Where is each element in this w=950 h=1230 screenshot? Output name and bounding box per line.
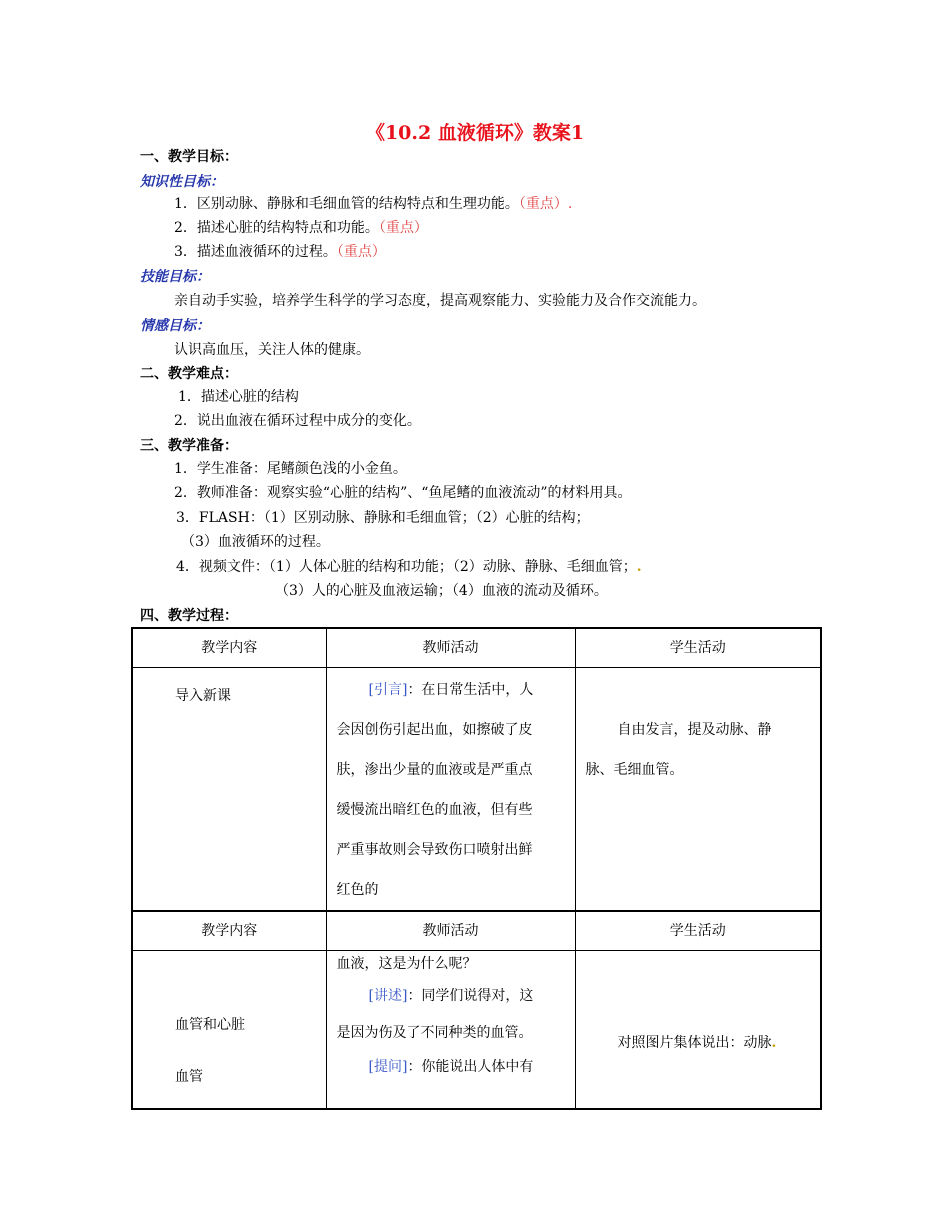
header-student: 学生活动: [575, 628, 821, 668]
header-teacher: 教师活动: [326, 628, 575, 668]
preparation-item: （3）人的心脏及血液运输；（4）血液的流动及循环。: [275, 583, 608, 599]
teacher-line: 会因创伤引起出血，如擦破了皮: [336, 722, 533, 738]
section-heading-goals: 一、教学目标：: [140, 149, 238, 165]
section-heading-preparation: 三、教学准备：: [140, 438, 238, 454]
table-row: [132, 951, 821, 1109]
emotion-goals-text: 认识高血压，关注人体的健康。: [174, 342, 370, 358]
highlight-dot: .: [636, 559, 642, 575]
student-line: 对照图片集体说出：动脉: [617, 1035, 772, 1051]
content-line: 血管和心脏: [175, 1017, 245, 1033]
lecture-tag: [讲述]: [368, 988, 408, 1004]
knowledge-goal-2: [174, 218, 428, 238]
preparation-item: 1．学生准备：尾鳍颜色浅的小金鱼。: [174, 461, 407, 477]
content-cell: [133, 951, 326, 1087]
student-activity-cell: [576, 951, 821, 1053]
knowledge-goals-heading: 知识性目标：: [140, 174, 224, 190]
knowledge-goal-3: [174, 242, 386, 262]
teacher-line: 肤，渗出少量的血液或是严重点: [336, 762, 533, 778]
header-teacher: 教师活动: [326, 911, 575, 951]
teacher-line: ：同学们说得对，这: [407, 988, 534, 1004]
table-header-row: [132, 628, 821, 668]
skill-goals-heading: 技能目标：: [140, 269, 210, 285]
header-student: 学生活动: [575, 911, 821, 951]
header-content: 教学内容: [132, 628, 326, 668]
key-point-tag: （重点）: [336, 244, 386, 260]
question-tag: [提问]: [368, 1059, 408, 1075]
student-line: 脉、毛细血管。: [585, 762, 684, 778]
knowledge-goal-text: 3．描述血液循环的过程。: [174, 244, 337, 260]
key-point-tag: （重点）: [378, 220, 428, 236]
key-point-tag: （重点）.: [518, 196, 573, 212]
preparation-item: （3）血液循环的过程。: [181, 534, 330, 550]
difficulty-item: 2．说出血液在循环过程中成分的变化。: [174, 413, 421, 429]
table-row: [132, 668, 821, 912]
preparation-item: [176, 557, 642, 577]
knowledge-goal-text: 2．描述心脏的结构特点和功能。: [174, 220, 379, 236]
difficulty-item: 1．描述心脏的结构: [178, 389, 299, 405]
preparation-item: 3．FLASH：（1）区别动脉、静脉和毛细血管；（2）心脏的结构；: [176, 510, 590, 526]
knowledge-goal-text: 1．区别动脉、静脉和毛细血管的结构特点和生理功能。: [174, 196, 519, 212]
document-title: 《10.2 血液循环》教案1: [365, 122, 585, 144]
table-header-row: [132, 911, 821, 951]
section-heading-difficulties: 二、教学难点：: [140, 366, 238, 382]
teacher-activity-cell: [327, 951, 575, 1083]
teacher-line: ：你能说出人体中有: [407, 1059, 534, 1075]
skill-goals-text: 亲自动手实验，培养学生科学的学习态度，提高观察能力、实验能力及合作交流能力。: [174, 293, 706, 309]
content-cell: 导入新课: [175, 688, 231, 704]
student-activity-cell: [576, 668, 821, 790]
teacher-line: 血液，这是为什么呢？: [336, 956, 477, 972]
teacher-line: 红色的: [336, 882, 379, 898]
lesson-process-table: [131, 627, 822, 1110]
student-line: 自由发言，提及动脉、静: [617, 722, 772, 738]
section-heading-process: 四、教学过程：: [140, 608, 238, 624]
teacher-line: ：在日常生活中，人: [407, 682, 534, 698]
preparation-item-text: 4．视频文件：（1）人体心脏的结构和功能；（2）动脉、静脉、毛细血管；: [176, 559, 637, 575]
teacher-line: 严重事故则会导致伤口喷射出鲜: [336, 842, 533, 858]
teacher-line: 缓慢流出暗红色的血液，但有些: [336, 802, 533, 818]
content-line: 血管: [175, 1069, 203, 1085]
emotion-goals-heading: 情感目标：: [140, 318, 210, 334]
knowledge-goal-1: [174, 194, 572, 214]
preparation-item: 2．教师准备：观察实验“心脏的结构”、“鱼尾鳍的血液流动”的材料用具。: [174, 485, 632, 501]
teacher-activity-cell: [327, 668, 575, 910]
lead-in-tag: [引言]: [368, 682, 408, 698]
header-content: 教学内容: [132, 911, 326, 951]
highlight-dot: .: [771, 1035, 777, 1051]
teacher-line: 是因为伤及了不同种类的血管。: [336, 1025, 533, 1041]
